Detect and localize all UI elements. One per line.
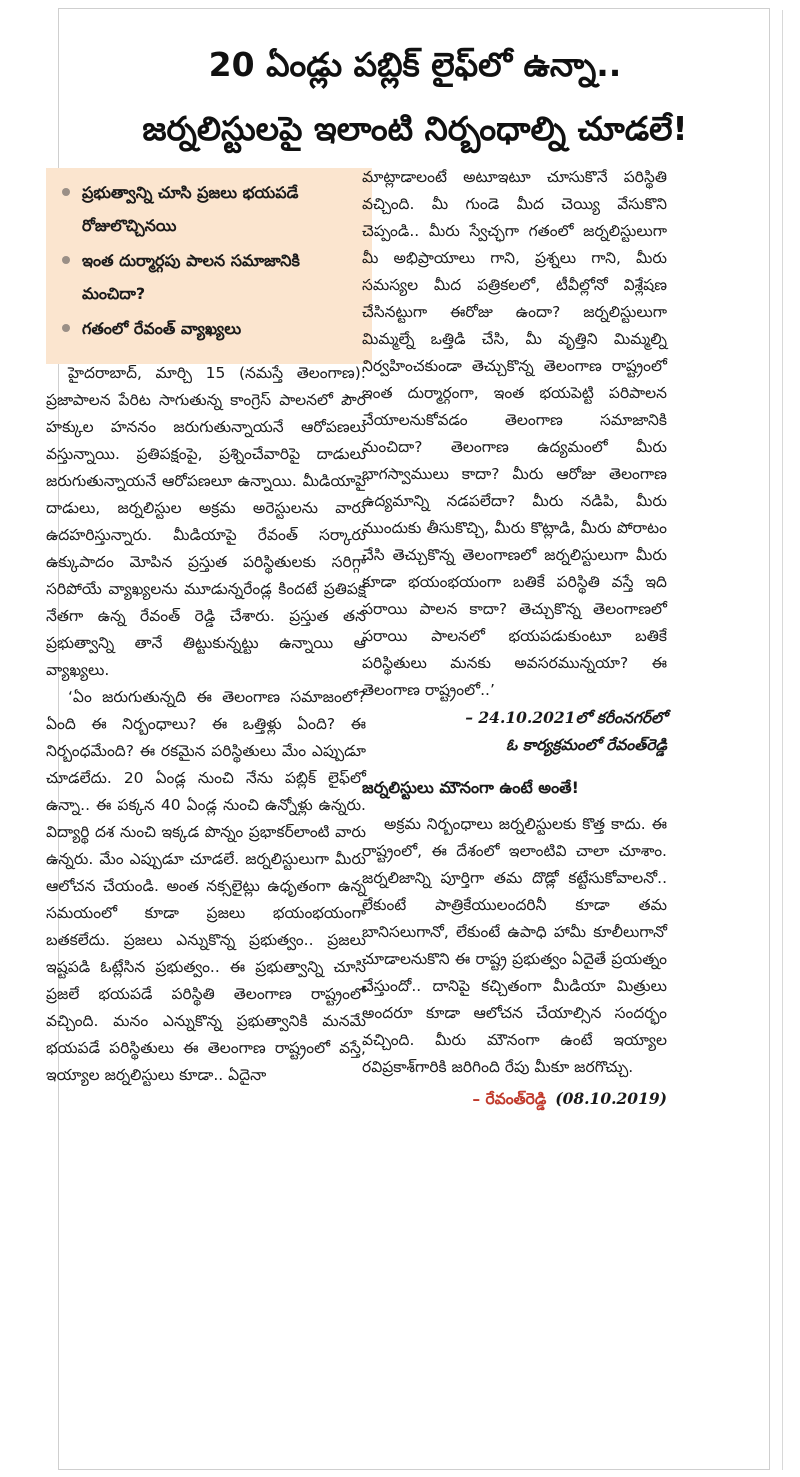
quote-source-line-2: ఓ కార్యక్రమంలో రేవంత్‌రెడ్డి	[506, 735, 667, 754]
highlight-text: ప్రభుత్వాన్ని చూసి ప్రజలు భయపడే రోజులొచ్చినయి	[82, 183, 299, 235]
quote-continuation: మాట్లాడాలంటే అటూఇటూ చూసుకొనే పరిస్థితి వచ్చింది. మీ గుండె మీద చెయ్యి వేసుకొని చెప్పండి.. మీరు స్వేచ్ఛగా గతంలో జర్నలిస్టులుగా మీ అభిప్రాయాలు గాని, ప్రశ్నలు గాని, మీరు సమస్యల మీద పత్రికలలో, టీవీల్లోనో విశ్లేషణ చేసినట్టుగా ఈరోజు ఉందా? జర్నలిస్టులుగా మిమ్మల్నే ఒత్తిడి చేసి, మీ వృత్తిని మిమ్మల్ని నిర్వహించకుండా తెచ్చుకొన్న తెలంగాణ రాష్ట్రంలో ఇంత దుర్మార్గంగా, ఇంత భయపెట్టి పరిపాలన చేయాలనుకోవడం తెలంగాణ సమాజానికి మంచిదా? తెలంగాణ ఉద్యమంలో మీరు భాగస్వాములు కాదా? మీరు ఆరోజు తెలంగాణ ఉద్యమాన్ని నడపలేదా? మీరు నడిపి, మీరు ముందుకు తీసుకొచ్చి, మీరు కొట్లాడి, మీరు పోరాటం చేసి తెచ్చుకొన్న తెలంగాణలో జర్నలిస్టులుగా మీరు కూడా భయంభయంగా బతికే పరిస్థితి వస్తే ఇది పరాయి పాలన కాదా? తెచ్చుకొన్న తెలంగాణలో పరాయి పాలనలో భయపడుకుంటూ బతికే పరిస్థితులు మనకు అవసరమున్నయా? ఈ తెలంగాణ రాష్ట్రంలో..’	[362, 168, 667, 699]
quote-source-line-1: – 24.10.2021లో కరీంనగర్‌లో	[465, 708, 667, 727]
headline-line-1: 20 ఏండ్లు పబ్లిక్‌ లైఫ్‌లో ఉన్నా..	[208, 45, 622, 84]
quote-paragraph: ‘ఏం జరుగుతున్నది ఈ తెలంగాణ సమాజంలో? ఏంది ఈ నిర్బంధాలు? ఈ ఒత్తిళ్లు ఏంది? ఈ నిర్బంధమేంది? ఈ రకమైన పరిస్థితులు మేం ఎప్పుడూ చూడలేదు. 20 ఏండ్ల నుంచి నేను పబ్లిక్‌ లైఫ్‌లో ఉన్నా.. ఈ పక్కన 40 ఏండ్ల నుంచి ఉన్నోళ్లు ఉన్నరు. విద్యార్థి దశ నుంచి ఇక్కడ పొన్నం ప్రభాకర్‌లాంటి వారు ఉన్నరు. మేం ఎప్పుడూ చూడలే. జర్నలిస్టులుగా మీరు ఆలోచన చేయండి. అంత నక్సలైట్లు ఉధృతంగా ఉన్న సమయంలో కూడా ప్రజలు భయంభయంగా బతకలేదు. ప్రజలు ఎన్నుకొన్న ప్రభుత్వం.. ప్రజలు ఇష్టపడి ఓట్లేసిన ప్రభుత్వం.. ఈ ప్రభుత్వాన్ని చూసి ప్రజలే భయపడే పరిస్థితి తెలంగాణ రాష్ట్రంలో వచ్చింది. మనం ఎన్నుకొన్న ప్రభుత్వానికి మనమే భయపడే పరిస్థితులు ఈ తెలంగాణ రాష్ట్రంలో వస్తే, ఇయ్యాల జర్నలిస్టులు కూడా.. ఏదైనా	[46, 688, 366, 1084]
column-divider	[782, 10, 783, 1470]
signature-date: (08.10.2019)	[555, 1089, 667, 1108]
highlight-item	[60, 244, 362, 310]
left-column	[46, 360, 366, 1089]
signature	[362, 1085, 667, 1113]
highlight-item	[60, 176, 362, 242]
headline-line-2: జర్నలిస్టులపై ఇలాంటి నిర్బంధాల్ని చూడలే!	[142, 109, 688, 148]
highlights-box	[46, 168, 372, 364]
right-column	[362, 164, 667, 1113]
intro-paragraph: హైదరాబాద్‌, మార్చి 15 (నమస్తే తెలంగాణ): ప్రజాపాలన పేరిట సాగుతున్న కాంగ్రెస్‌ పాలనలో పౌర హక్కుల హననం జరుగుతున్నాయనే ఆరోపణలు వస్తున్నాయి. ప్రతిపక్షంపై, ప్రశ్నించేవారిపై దాడులు జరుగుతున్నాయనే ఆరోపణలూ ఉన్నాయి. మీడియాపై దాడులు, జర్నలిస్టుల అక్రమ అరెస్టులను వారు ఉదహరిస్తున్నారు. మీడియాపై రేవంత్‌ సర్కారు ఉక్కుపాదం మోపిన ప్రస్తుత పరిస్థితులకు సరిగ్గా సరిపోయే వ్యాఖ్యలను మూడున్నరేండ్ల కిందటే ప్రతిపక్ష నేతగా ఉన్న రేవంత్‌ రెడ్డి చేశారు. ప్రస్తుత తన ప్రభుత్వాన్ని తానే తిట్టుకున్నట్టు ఉన్నాయి ఆ వ్యాఖ్యలు.	[46, 364, 366, 679]
bullet-dot-icon	[62, 188, 70, 196]
bullet-dot-icon	[62, 324, 70, 332]
signature-name: – రేవంత్‌రెడ్డి	[472, 1090, 547, 1108]
highlight-item	[60, 312, 362, 345]
bullet-dot-icon	[62, 256, 70, 264]
body-paragraph: అక్రమ నిర్బంధాలు జర్నలిస్టులకు కొత్త కాదు. ఈ రాష్ట్రంలో, ఈ దేశంలో ఇలాంటివి చాలా చూశాం. జర్నలిజాన్ని పూర్తిగా తమ దొడ్లో కట్టేసుకోవాలనో.. లేకుంటే పాత్రికేయులందరినీ కూడా తమ బానిసలుగానో, లేకుంటే ఉపాధి హామీ కూలీలుగానో చూడాలనుకొని ఈ రాష్ట్ర ప్రభుత్వం ఏదైతే ప్రయత్నం చేస్తుందో.. దానిపై కచ్చితంగా మీడియా మిత్రులు అందరూ కూడా ఆలోచన చేయాల్సిన సందర్భం వచ్చింది. మీరు మౌనంగా ఉంటే ఇయ్యాల రవిప్రకాశ్‌గారికి జరిగింది రేపు మీకూ జరగొచ్చు.	[362, 815, 667, 1076]
highlight-text: ఇంత దుర్మార్గపు పాలన సమాజానికి మంచిదా?	[82, 251, 300, 303]
sub-heading: జర్నలిస్టులు మౌనంగా ఉంటే అంతే!	[362, 778, 579, 797]
highlight-text: గతంలో రేవంత్‌ వ్యాఖ్యలు	[82, 319, 242, 338]
